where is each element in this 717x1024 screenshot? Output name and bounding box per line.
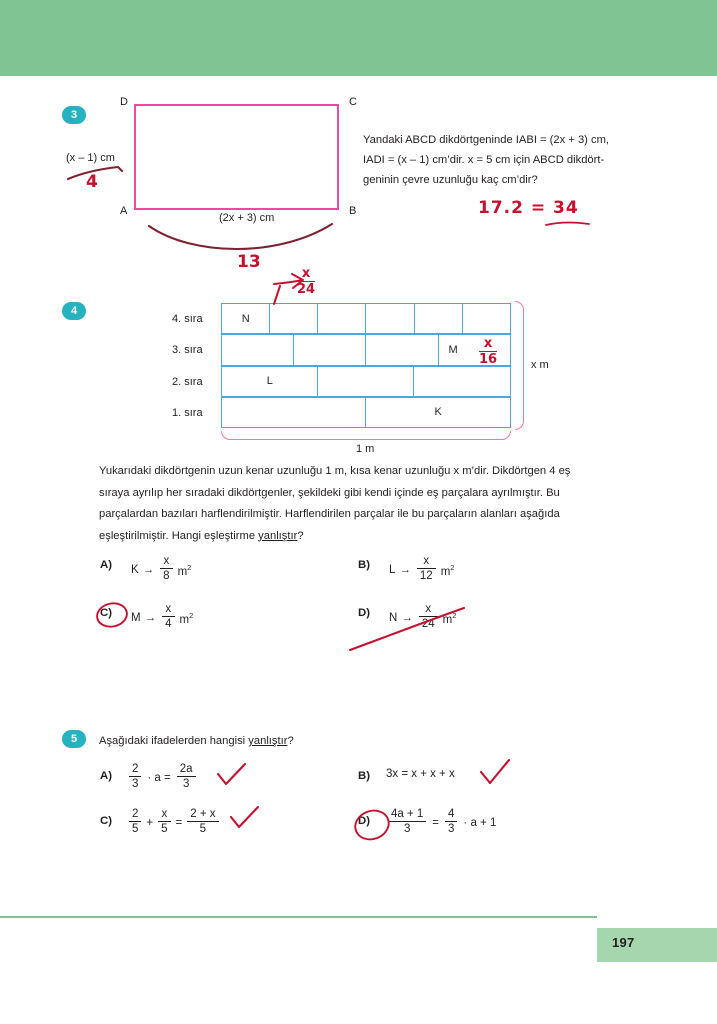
brick-cell: [269, 303, 318, 334]
q4-option-d-unit-exp: 2: [452, 610, 457, 620]
q4-paragraph-line-3: parçalardan bazıları harflendirilmiştir. Harflendirilen parçalar ile bu parçaların alanları aşağıda: [99, 508, 560, 520]
header-band: [0, 0, 717, 76]
handwritten-n-denominator: 24: [297, 282, 316, 297]
brick-letter-l: L: [266, 375, 273, 388]
q4-option-c-denominator: 4: [165, 618, 172, 630]
handwritten-m-denominator: 16: [479, 352, 498, 367]
q4-option-d-letter[interactable]: D): [358, 607, 371, 619]
q5-option-d-rhs-fraction: [445, 808, 457, 836]
handwritten-value-bottom: 13: [237, 252, 261, 272]
q4-option-c-unit-exp: 2: [189, 610, 194, 620]
q5-option-c-mid-den: 5: [161, 823, 168, 835]
q5-option-d-lhs-num: 4a + 1: [388, 808, 426, 822]
q4-option-d-numerator: x: [419, 603, 438, 617]
q4-option-c-unit: [180, 611, 194, 626]
q5-option-c-lhs-fraction: [129, 808, 141, 836]
q4-option-a-piece: K: [131, 564, 139, 576]
vertex-label-d: D: [120, 96, 128, 108]
q4-option-d-piece: N: [389, 612, 398, 624]
q4-option-b-expression: [389, 556, 454, 584]
q4-option-d-arrow: →: [401, 612, 413, 624]
q4-emphasis-yanlistir: yanlıştır: [258, 529, 298, 542]
brick-cell: [293, 334, 366, 365]
q4-option-a-letter[interactable]: A): [100, 559, 113, 571]
handwritten-circle-q5-option-d: [352, 808, 392, 842]
q4-option-a-denominator: 8: [163, 570, 170, 582]
q4-option-c-arrow: →: [144, 612, 157, 624]
q4-option-a-unit-base: m: [177, 565, 188, 578]
vertex-label-b: B: [349, 205, 357, 217]
q5-option-a-lhs-fraction: [129, 763, 141, 791]
footer-rule: [0, 916, 597, 918]
q4-option-d-unit-base: m: [442, 613, 453, 626]
q5-option-c-mid-num: x: [158, 808, 170, 822]
handwritten-n-numerator: x: [297, 266, 315, 282]
q5-option-a-mid: · a =: [147, 772, 171, 784]
q5-option-d-rhs-den: 3: [448, 823, 455, 835]
q3-prompt-line-3: geninin çevre uzunluğu kaç cm’dir?: [363, 174, 538, 186]
q4-paragraph-line-4-c: ?: [297, 529, 304, 542]
q5-option-d-letter[interactable]: D): [358, 815, 371, 827]
vertex-label-c: C: [349, 96, 357, 108]
q4-paragraph-line-4: [99, 526, 629, 548]
q4-option-c-unit-base: m: [179, 613, 190, 626]
brick-cell: [221, 303, 270, 334]
vertex-label-a: A: [120, 205, 128, 217]
q4-option-c-numerator: x: [162, 603, 174, 617]
q4-option-a-numerator: x: [160, 555, 172, 569]
q5-option-c-mid-fraction: [158, 808, 170, 836]
row-label-1: 1. sıra: [172, 407, 203, 419]
brick-letter-k: K: [434, 406, 442, 419]
q5-option-b-expression: 3x = x + x + x: [386, 768, 455, 780]
q5-option-c-rhs-den: 5: [199, 823, 207, 835]
q5-option-a-lhs-num: 2: [129, 763, 141, 777]
q4-option-c-fraction: [162, 603, 174, 631]
q5-prompt: [99, 731, 294, 751]
page-number: 197: [612, 935, 635, 950]
handwritten-check-q5-a: [216, 763, 248, 789]
q5-option-b-letter[interactable]: B): [358, 770, 371, 782]
height-bracket: [515, 301, 524, 430]
q5-prompt-c: ?: [287, 735, 294, 747]
q4-option-b-denominator: 12: [419, 570, 433, 582]
handwritten-result-underline: [545, 221, 591, 229]
q4-option-a-unit: [178, 563, 192, 578]
brick-cell: [221, 366, 319, 397]
side-label-bottom: (2x + 3) cm: [219, 212, 275, 224]
handwritten-strike-option-d: [348, 606, 468, 652]
brick-cell: [438, 334, 511, 365]
q5-option-d-tail: · a + 1: [463, 817, 497, 829]
row-label-2: 2. sıra: [172, 376, 203, 388]
q4-option-b-numerator: x: [417, 555, 436, 569]
q5-option-a-rhs-fraction: [177, 763, 196, 791]
q4-option-b-unit-base: m: [440, 565, 451, 578]
brick-cell: [414, 303, 463, 334]
brick-row-4: [221, 303, 511, 334]
brick-row-1: [221, 397, 511, 428]
brick-cell: [365, 397, 511, 428]
handwritten-m-numerator: x: [479, 336, 497, 352]
side-label-left: (x – 1) cm: [66, 152, 115, 164]
q5-option-c-lhs-num: 2: [129, 808, 141, 822]
handwritten-circle-option-c: [95, 602, 129, 628]
q5-option-a-expression: [127, 764, 198, 792]
q4-option-b-fraction: [417, 555, 436, 583]
q4-option-c-expression: [131, 604, 193, 632]
q5-option-c-rhs-num: 2 + x: [187, 808, 218, 822]
brick-diagram: [221, 303, 511, 428]
width-bracket: [221, 431, 511, 440]
q5-option-c-equals: =: [175, 817, 183, 829]
q5-option-d-equals: =: [432, 817, 440, 829]
q5-option-c-letter[interactable]: C): [100, 815, 113, 827]
q4-option-c-letter[interactable]: C): [100, 607, 113, 619]
row-label-3: 3. sıra: [172, 344, 203, 356]
handwritten-check-q5-c: [229, 806, 261, 832]
q4-option-b-letter[interactable]: B): [358, 559, 371, 571]
q4-option-b-unit: [441, 563, 455, 578]
q4-paragraph-line-1: Yukarıdaki dikdörtgenin uzun kenar uzunluğu 1 m, kısa kenar uzunluğu x m’dir. Dikdörtgen 4 eş: [99, 465, 571, 477]
q5-option-d-lhs-fraction: [388, 808, 426, 836]
brick-cell: [365, 303, 414, 334]
handwritten-result: 17.2 = 34: [478, 198, 579, 218]
brick-cell: [317, 303, 366, 334]
brick-cell: [221, 397, 367, 428]
row-label-4: 4. sıra: [172, 313, 203, 325]
q5-option-c-rhs-fraction: [187, 808, 218, 836]
handwritten-value-left: 4: [86, 172, 98, 192]
q4-option-a-unit-exp: 2: [187, 562, 192, 572]
q4-paragraph: [99, 461, 629, 547]
q4-option-a-expression: [131, 556, 191, 584]
q5-option-c-lhs-den: 5: [132, 823, 139, 835]
q4-option-b-unit-exp: 2: [450, 562, 455, 572]
q5-option-c-expression: [127, 809, 221, 837]
q5-prompt-a: Aşağıdaki ifadelerden hangisi: [99, 735, 249, 747]
q5-emphasis-yanlistir: yanlıştır: [248, 735, 288, 747]
brick-row-2: [221, 366, 511, 397]
brick-cell: [317, 366, 415, 397]
brick-cell: [462, 303, 511, 334]
brick-cell: [413, 366, 511, 397]
q4-option-a-fraction: [160, 555, 172, 583]
brick-letter-m: M: [448, 343, 458, 356]
q5-option-a-letter[interactable]: A): [100, 770, 113, 782]
question-number-5: 5: [62, 730, 86, 748]
q5-option-d-lhs-den: 3: [403, 823, 411, 835]
handwritten-n-fraction: [297, 266, 315, 297]
width-label: 1 m: [356, 443, 375, 455]
q3-prompt-line-1: Yandaki ABCD dikdörtgeninde IABI = (2x + 3) cm,: [363, 134, 610, 146]
handwritten-m-fraction: [479, 336, 497, 367]
brick-row-3: [221, 334, 511, 365]
q5-option-a-rhs-den: 3: [182, 778, 190, 790]
handwritten-underline-left-side: [66, 165, 136, 187]
brick-letter-n: N: [241, 312, 250, 325]
q4-option-a-arrow: →: [142, 564, 155, 576]
q4-option-b-piece: L: [389, 564, 396, 576]
brick-cell: [221, 334, 294, 365]
q3-prompt-line-2: IADI = (x – 1) cm’dir. x = 5 cm için ABCD dikdört-: [363, 154, 605, 166]
brick-cell: [365, 334, 438, 365]
q5-option-c-plus: +: [146, 817, 154, 829]
q5-option-a-rhs-num: 2a: [177, 763, 196, 777]
q4-option-c-piece: M: [131, 612, 141, 624]
q5-option-d-expression: [386, 809, 496, 837]
q4-option-b-arrow: →: [399, 564, 411, 576]
q4-paragraph-line-4-a: eşleştirilmiştir. Hangi eşleştirme: [99, 529, 259, 542]
q5-option-d-rhs-num: 4: [445, 808, 457, 822]
question-number-4: 4: [62, 302, 86, 320]
handwritten-check-q5-b: [479, 758, 511, 788]
rectangle-abcd: [134, 104, 339, 210]
q4-paragraph-line-2: sıraya ayrılıp her sıradaki dikdörtgenler, şekildeki gibi kendi içinde eş parçalara ayrılmıştır. Bu: [99, 486, 560, 499]
height-label: x m: [531, 359, 549, 371]
q4-option-d-denominator: 24: [421, 618, 435, 630]
question-number-3: 3: [62, 106, 86, 124]
q5-option-a-lhs-den: 3: [132, 778, 139, 790]
